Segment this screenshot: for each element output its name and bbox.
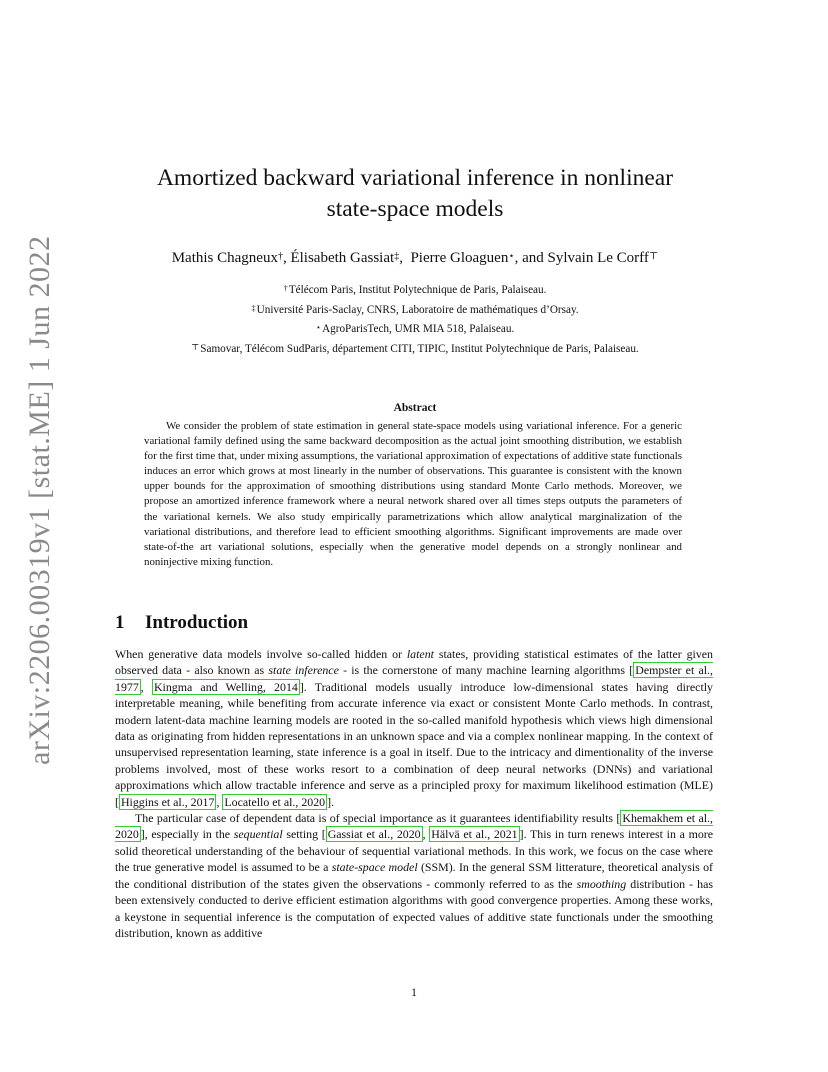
citation-link[interactable]: Locatello et al., 2020: [224, 794, 326, 809]
text-run: The particular case of dependent data is of special importance as it guarantees identifiability results [: [135, 811, 621, 826]
author-name: Mathis Chagneux: [171, 250, 278, 266]
text-run: ], especially in the: [140, 827, 234, 842]
text-run: ]. Traditional models usually introduce low-dimensional states having directly interpretable meaning, while benefiting from accurate inference via exact or consistent Monte Carlo methods. In contrast, modern latent-data machine learning models are rooted in the so-called manifold hypothesis which views high dimensional data as originating from hidden representations in an unknown space and via a complex nonlinear mapping. In the context of unsupervised representation learning, state inference is a goal in itself. Due to the intricacy and dimentionality of the inverse problems involved, most of these works resort to a combination of deep neural networks (DNNs) and variational approximations which allow tractable inference and serve as a principled proxy for maximum likelihood estimation (MLE) [: [115, 679, 713, 809]
title-line-1: Amortized backward variational inference in nonlinear: [156, 165, 674, 191]
citation-link[interactable]: Gassiat et al., 2020: [327, 827, 421, 842]
affiliation-mark: †: [283, 283, 288, 293]
affiliation-text: Université Paris-Saclay, CNRS, Laboratoire de mathématiques d’Orsay.: [256, 303, 579, 316]
author-mark: ⊤: [648, 251, 659, 262]
text-run: ]. This in turn renews interest in a more solid theoretical understanding of the behaviour of sequential variational methods. In this work, we focus on the case where the true generative model is assumed to be a: [115, 827, 713, 875]
affiliation-line: [100, 301, 730, 321]
author-mark: †: [277, 251, 283, 262]
affiliation-line: [100, 320, 730, 340]
citation-link[interactable]: Dempster et al., 1977: [115, 663, 713, 694]
emphasis: latent: [406, 647, 434, 661]
text-run: distribution - has been extensively conducted to derive efficient estimation algorithms with good convergence properties. Among these works, a keystone in sequential inference is the computation of expected values of additive state functionals under the smoothing distribution, known as additive: [115, 876, 713, 940]
paragraph: [115, 646, 713, 810]
affiliation-list: [100, 281, 730, 359]
emphasis: state inference: [268, 663, 339, 678]
affiliation-line: [100, 281, 730, 301]
paragraph: [115, 810, 713, 941]
citation-link[interactable]: Higgins et al., 2017: [120, 794, 215, 809]
emphasis: sequential: [233, 827, 283, 842]
arxiv-identifier-stamp: arXiv:2206.00319v1 [stat.ME] 1 Jun 2022: [23, 235, 56, 765]
author-conjunction: and: [522, 250, 544, 266]
abstract-heading: Abstract: [393, 402, 437, 414]
affiliation-text: Samovar, Télécom SudParis, département CITI, TIPIC, Institut Polytechnique de Paris, Palaiseau.: [200, 342, 639, 355]
text-run: ,: [422, 827, 430, 842]
text-run: ].: [327, 794, 335, 809]
page-number: 1: [411, 985, 417, 999]
text-run: (SSM). In the general SSM litterature, theoretical analysis of the conditional distribution of the states given the observations - commonly referred to as the: [115, 860, 713, 891]
author-name: Pierre Gloaguen: [410, 250, 509, 266]
paper-title: [140, 163, 690, 225]
section-number: 1: [115, 612, 125, 633]
author-name: Élisabeth Gassiat: [290, 250, 395, 266]
abstract-text: We consider the problem of state estimation in general state-space models using variational inference. For a generic variational family defined using the same backward decomposition as the actual joint smoothing distribution, we establish for the first time that, under mixing assumptions, the variational approximation of expectations of additive state functionals induces an error which grows at most linearly in the number of observations. This guarantee is consistent with the known upper bounds for the approximation of smoothing distributions using standard Monte Carlo methods. Moreover, we propose an amortized inference framework where a neural network shared over all times steps outputs the parameters of the variational kernels. We also study empirically parametrizations which allow analytical marginalization of the variational distributions, and therefore lead to efficient smoothing algorithms. Significant improvements are made over state-of-the art variational solutions, especially when the generative model depends on a strongly nonlinear and noninjective mixing function.: [144, 420, 682, 568]
text-run: When generative data models involve so-called hidden or: [115, 647, 407, 661]
affiliation-text: Télécom Paris, Institut Polytechnique de Paris, Palaiseau.: [288, 284, 547, 296]
affiliation-mark: ⋆: [315, 322, 322, 332]
introduction-body: [115, 646, 713, 941]
affiliation-line: [100, 340, 730, 360]
affiliation-mark: ‡: [251, 302, 256, 313]
citation-link[interactable]: Kingma and Welling, 2014: [153, 679, 298, 694]
title-line-2: state-space models: [326, 196, 504, 222]
author-list: Mathis Chagneux†, Élisabeth Gassiat‡, Pierre Gloaguen⋆, and Sylvain Le Corff⊤: [171, 250, 659, 266]
text-run: states, providing statistical estimates of the latter given observed data - also known as: [115, 647, 713, 678]
author-name: Sylvain Le Corff: [547, 250, 649, 266]
section-heading: [115, 612, 248, 634]
citation-link[interactable]: Hälvä et al., 2021: [431, 827, 518, 842]
citation-link[interactable]: Khemakhem et al., 2020: [115, 811, 714, 842]
affiliation-mark: ⊤: [191, 341, 200, 352]
emphasis: state-space model: [331, 860, 418, 875]
text-run: ,: [140, 679, 152, 694]
affiliation-text: AgroParisTech, UMR MIA 518, Palaiseau.: [322, 323, 515, 335]
text-run: - is the cornerstone of many machine learning algorithms [: [338, 663, 634, 678]
emphasis: smoothing: [576, 876, 627, 891]
text-run: ,: [216, 794, 223, 809]
section-title: Introduction: [145, 612, 249, 633]
author-mark: ⋆: [508, 251, 515, 262]
author-mark: ‡: [394, 251, 400, 262]
text-run: setting [: [282, 827, 326, 842]
